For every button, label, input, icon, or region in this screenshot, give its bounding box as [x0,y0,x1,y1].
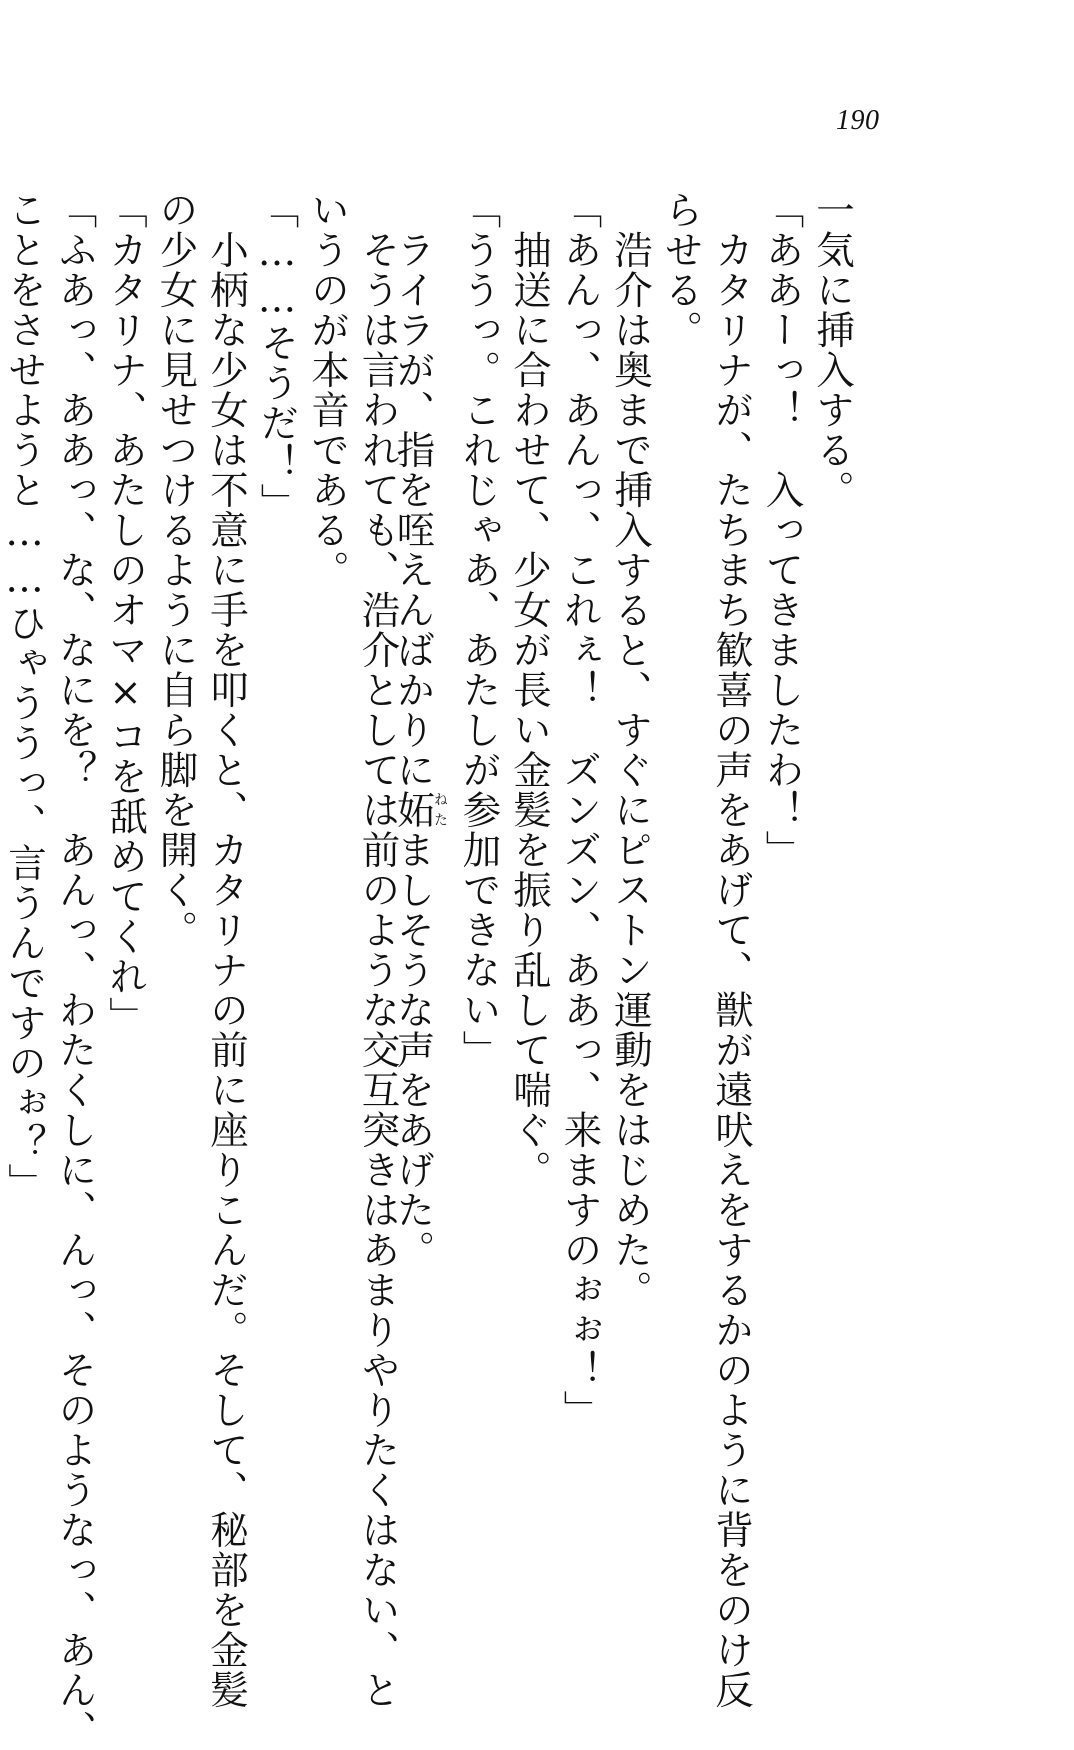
text-line: らせる。 [658,190,704,350]
text-line: 「ううっ。これじゃあ、あたしが参加できない」 [456,190,502,1070]
text-line: 小柄な少女は不意に手を叩くと、カタリナの前に座りこんだ。そして、秘部を金髪 [204,190,249,1710]
page-number: 190 [836,105,880,136]
ruby-annotation: 妬ねた [390,790,448,830]
vertical-text-block [2,190,855,1750]
text-line: いうのが本音である。 [305,190,350,590]
text-line: の少女に見せつけるように自ら脚を開く。 [153,190,199,950]
text-line: 「ふあっ、ああっ、な、なにを？ あんっ、わたくしに、んっ、そのようなっ、あん、 [52,190,98,1750]
text-line: 浩介は奥まで挿入すると、すぐにピストン運動をはじめた。 [608,190,653,1310]
text-line: そうは言われても、浩介としては前のような交互突きはあまりやりたくはない、と [355,190,401,1710]
text-line: ことをさせようと……ひゃううっ、言うんですのぉ？」 [2,190,47,1203]
text-line: カタリナが、たちまち歓喜の声をあげて、獣が遠吠えをするかのように背をのけ反 [709,190,754,1710]
text-line: 抽送に合わせて、少女が長い金髪を振り乱して喘ぐ。 [507,190,552,1190]
text-line: 「あんっ、あんっ、これぇ！ ズンズン、ああっ、来ますのぉぉ！」 [557,190,603,1430]
text-line: 一気に挿入する。 [810,190,855,510]
text-line: ライラが、指を咥えんばかりに妬ねたましそうな声をあげた。 [390,190,448,1270]
ruby-reading: ねた [432,790,448,830]
text-line: 「カタリナ、あたしのオマ×コを舐めてくれ」 [103,190,148,1037]
text-line: 「ああーっ！ 入ってきましたわ！」 [759,190,805,870]
text-line: 「……そうだ！」 [254,190,300,523]
